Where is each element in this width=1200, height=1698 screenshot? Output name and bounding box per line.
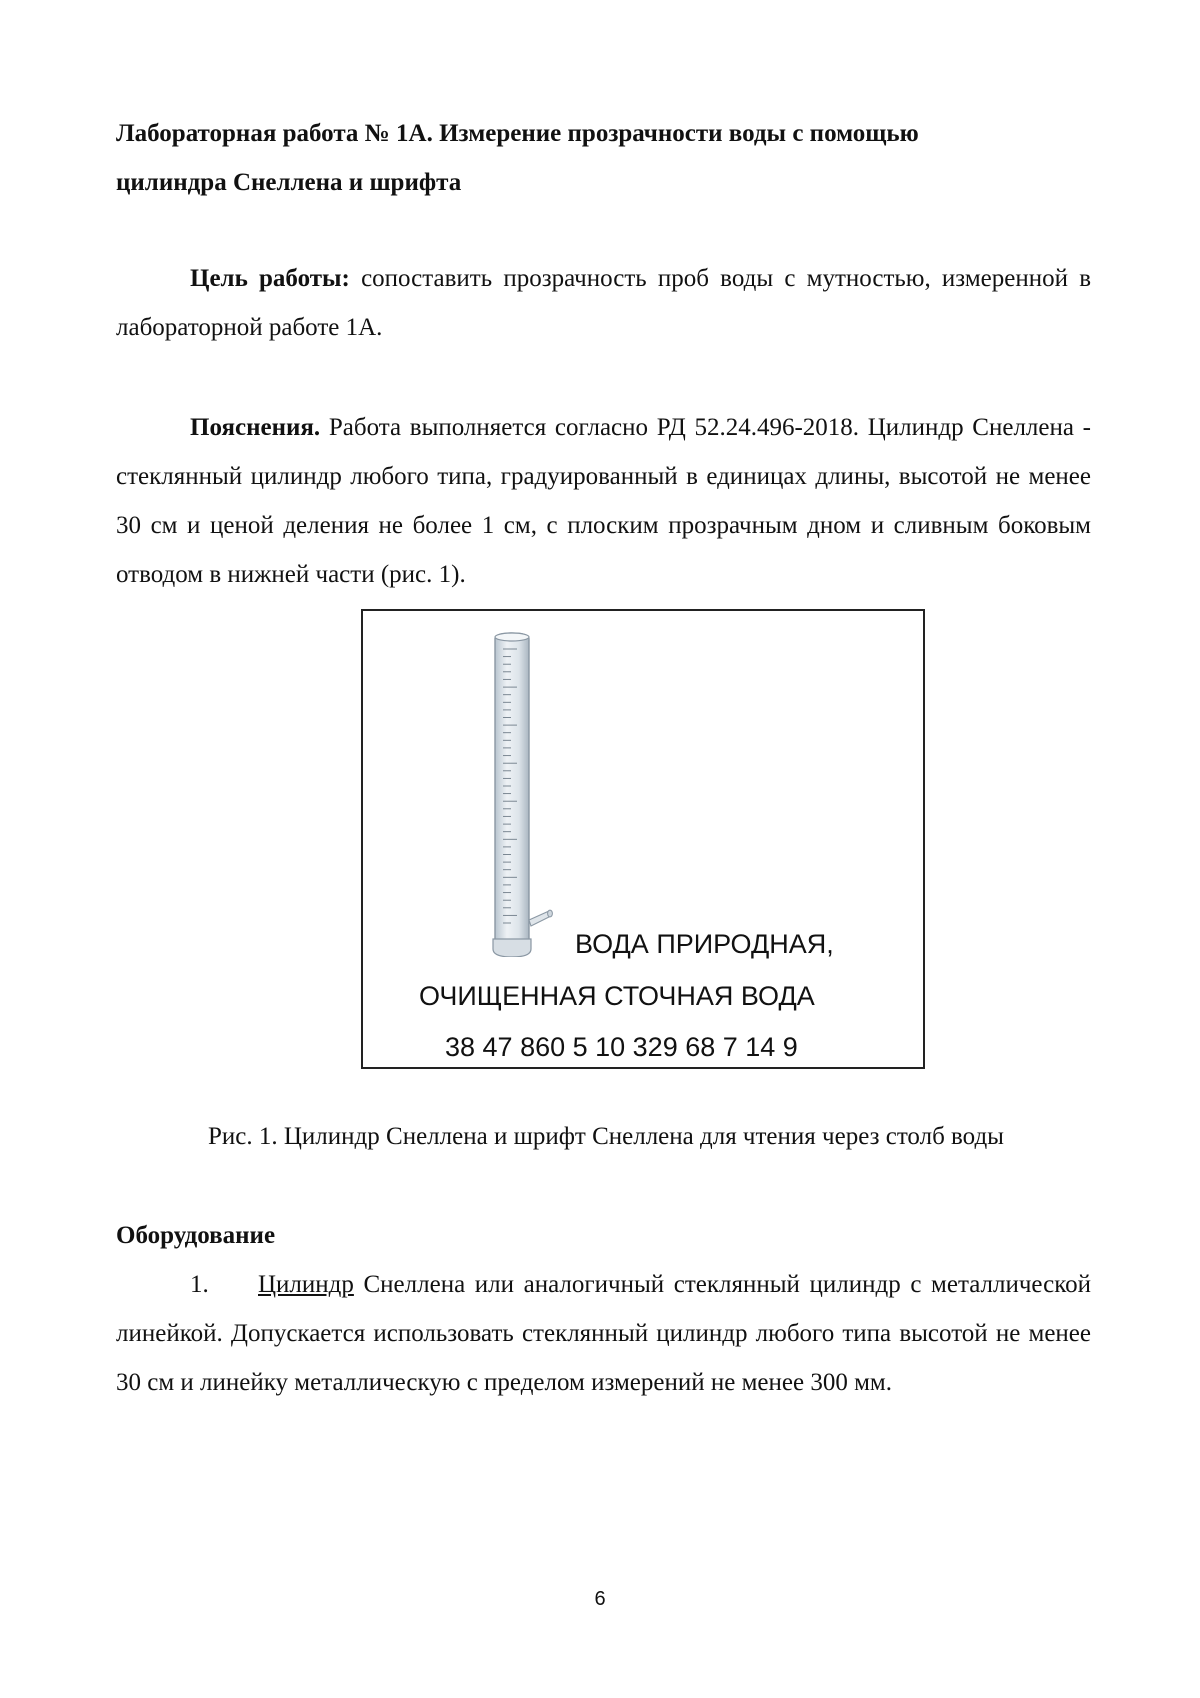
snellen-text-line-3: 38 47 860 5 10 329 68 7 14 9: [445, 1032, 798, 1062]
equipment-item-1: [116, 1260, 1091, 1407]
figure-caption: Рис. 1. Цилиндр Снеллена и шрифт Снеллена для чтения через столб воды: [208, 1123, 1004, 1150]
figure-frame: [361, 609, 925, 1069]
title-line-1: Лабораторная работа № 1А. Измерение прозрачности воды с помощью: [116, 120, 919, 147]
cylinder-rim: [495, 633, 529, 641]
equipment-item-text: Снеллена или аналогичный стеклянный цилиндр с металлической линейкой. Допускается использовать стеклянный цилиндр любого типа высотой не менее 30 см и линейку металлическую с пределом измерений не менее 300 мм.: [116, 1271, 1091, 1396]
notes-label: Пояснения.: [190, 414, 321, 441]
snellen-cylinder-illustration: [483, 627, 579, 957]
cylinder-body: [495, 633, 529, 953]
page-title: [116, 109, 1091, 207]
snellen-text-line-2: ОЧИЩЕННАЯ СТОЧНАЯ ВОДА: [419, 981, 815, 1011]
goal-label: Цель работы:: [190, 265, 350, 292]
notes-paragraph: [116, 403, 1091, 599]
equipment-item-underlined-word: Цилиндр: [258, 1271, 354, 1298]
title-line-2: цилиндра Снеллена и шрифта: [116, 169, 462, 196]
cylinder-base: [493, 939, 531, 957]
page-number: 6: [594, 1588, 606, 1610]
notes-text: Работа выполняется согласно РД 52.24.496-2018. Цилиндр Снеллена - стеклянный цилиндр любого типа, градуированный в единицах длины, высотой не менее 30 см и ценой деления не более 1 см, с плоским прозрачным дном и сливным боковым отводом в нижней части (рис. 1).: [116, 414, 1091, 588]
goal-text: сопоставить прозрачность проб воды с мутностью, измеренной в лабораторной работе 1А.: [116, 265, 1091, 341]
snellen-text-line-1: ВОДА ПРИРОДНАЯ,: [575, 929, 834, 959]
goal-paragraph: [116, 254, 1091, 352]
equipment-heading: Оборудование: [116, 1222, 276, 1249]
equipment-item-number: 1.: [190, 1271, 209, 1298]
